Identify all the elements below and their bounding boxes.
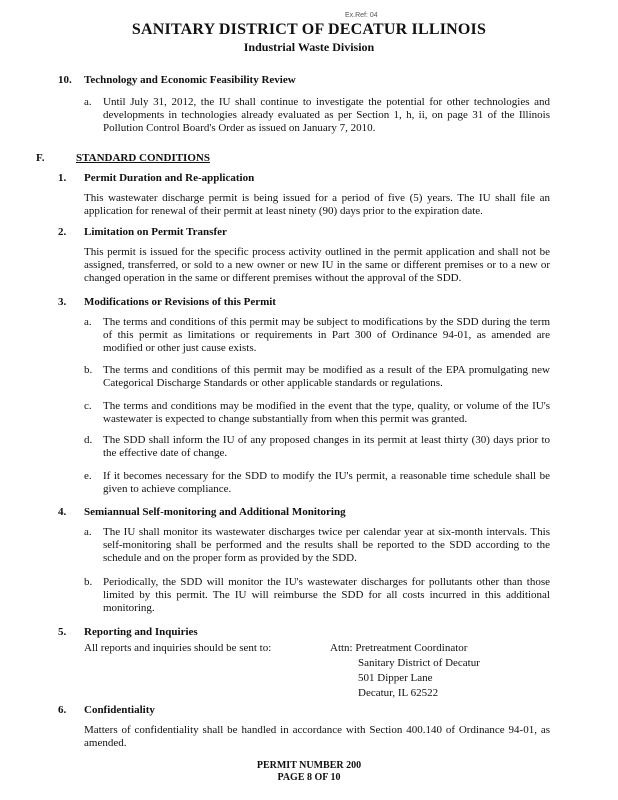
item-3-e-label: e. [84,470,92,482]
item-3-b-text: The terms and conditions of this permit may be modified as a result of the EPA promulgating new Categorical Discharge Standards or other applicable standards or regulations. [103,364,550,389]
page-footer [0,760,618,784]
item-1-heading: Permit Duration and Re-application [84,172,255,184]
item-5-heading: Reporting and Inquiries [84,626,198,638]
section-10-a-text: Until July 31, 2012, the IU shall continue to investigate the potential for other technologies and developments in technologies already evaluated as per Section 1, h, ii, on page 31 of the Illinois Pollution Control Board's Order as issued on January 7, 2010. [103,96,550,134]
item-3-e-text: If it becomes necessary for the SDD to modify the IU's permit, a reasonable time schedule shall be given to achieve compliance. [103,470,550,495]
item-3-number: 3. [58,296,67,308]
permit-number: PERMIT NUMBER 200 [256,760,362,771]
exhibit-stamp: Ex.Ref: 04 [345,12,378,19]
item-5-address-attn: Attn: Pretreatment Coordinator [330,642,468,654]
section-10-a-label: a. [84,96,92,108]
item-4-a-text: The IU shall monitor its wastewater discharges twice per calendar year at six-month intervals. This self-monitoring shall be performed and the results shall be reported to the SDD according to the schedule and on the proper form as provided by the SDD. [103,526,550,564]
item-5-address-line-3: Decatur, IL 62522 [358,687,439,699]
item-3-b-label: b. [84,364,93,376]
item-3-a-text: The terms and conditions of this permit may be subject to modifications by the SDD during the term of this permit as limitations or requirements in Part 300 of Ordinance 94-01, as amended are modified or other just cause exists. [103,316,550,354]
item-6-heading: Confidentiality [84,704,155,716]
document-title: SANITARY DISTRICT OF DECATUR ILLINOIS [131,21,487,38]
item-4-heading: Semiannual Self-monitoring and Additional Monitoring [84,506,346,518]
item-3-a-label: a. [84,316,92,328]
item-3-d-text: The SDD shall inform the IU of any proposed changes in its permit at least thirty (30) days prior to the effective date of change. [103,434,550,459]
item-2-number: 2. [58,226,67,238]
page-number: PAGE 8 OF 10 [277,772,341,783]
item-1-number: 1. [58,172,67,184]
item-1-text: This wastewater discharge permit is being issued for a period of five (5) years. The IU shall file an application for renewal of their permit at least ninety (90) days prior to the expiration date. [84,192,550,217]
item-5-address-line-2: 501 Dipper Lane [358,672,433,684]
section-10-number: 10. [58,74,72,86]
item-4-b-label: b. [84,576,93,588]
item-5-address-line-1: Sanitary District of Decatur [358,657,480,669]
section-f-heading: STANDARD CONDITIONS [76,152,210,164]
item-5-number: 5. [58,626,67,638]
item-4-b-text: Periodically, the SDD will monitor the IU's wastewater discharges for pollutants other than those limited by this permit. The IU will reimburse the SDD for all costs incurred in this additional monitoring. [103,576,550,614]
section-f-letter: F. [36,152,45,164]
item-3-c-label: c. [84,400,92,412]
item-2-text: This permit is issued for the specific process activity outlined in the permit application and shall not be assigned, transferred, or sold to a new owner or new IU in the same or different premises or to a new or changed operation in the same or different premises without the approval of the SDD. [84,246,550,284]
item-2-heading: Limitation on Permit Transfer [84,226,227,238]
item-4-a-label: a. [84,526,92,538]
item-5-text: All reports and inquiries should be sent to: [84,642,272,654]
section-10-heading: Technology and Economic Feasibility Review [84,74,296,86]
item-6-text: Matters of confidentiality shall be handled in accordance with Section 400.140 of Ordinance 94-01, as amended. [84,724,550,749]
item-3-heading: Modifications or Revisions of this Permit [84,296,276,308]
item-3-d-label: d. [84,434,93,446]
item-3-c-text: The terms and conditions may be modified in the event that the type, quality, or volume of the IU's wastewater is expected to change substantially from when this permit was granted. [103,400,550,425]
document-subtitle: Industrial Waste Division [243,40,375,54]
item-4-number: 4. [58,506,67,518]
document-header [0,20,618,54]
item-6-number: 6. [58,704,67,716]
